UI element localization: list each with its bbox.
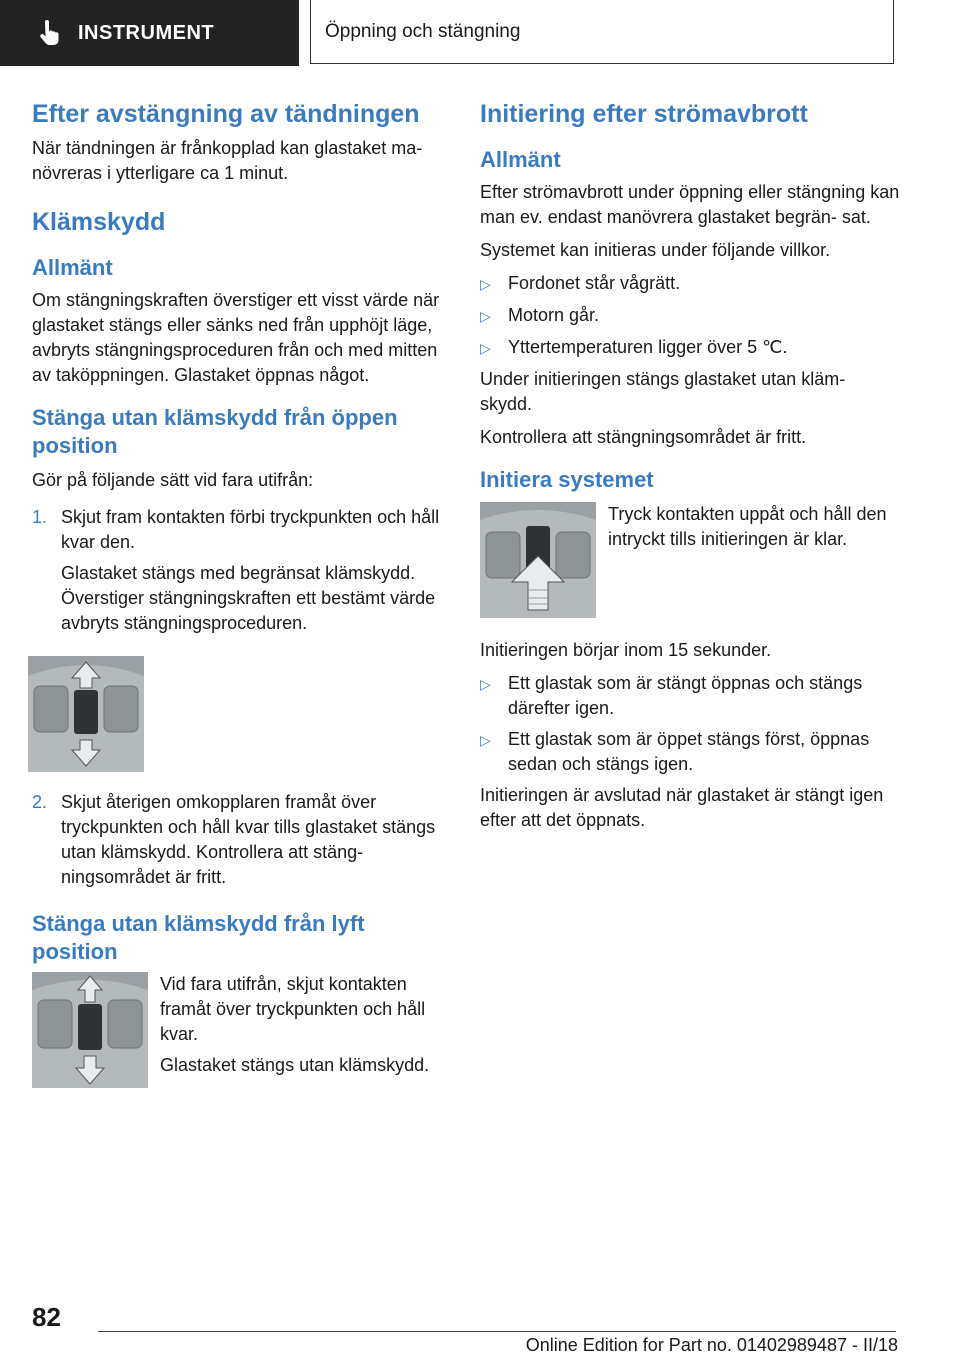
condition-1-text: Fordonet står vågrätt. bbox=[508, 273, 681, 293]
text-power-3: Under initieringen stängs glastaket utan kläm‐ skydd. bbox=[480, 369, 846, 414]
condition-2 bbox=[480, 303, 900, 329]
text-init-start: Initieringen börjar inom 15 sekunder. bbox=[480, 640, 772, 660]
text-init-done: Initieringen är avslutad när glastaket är stängt igen efter att det öppnats. bbox=[480, 785, 884, 830]
step-2 bbox=[32, 790, 442, 890]
heading-allmant-left: Allmänt bbox=[32, 255, 113, 280]
step-1-note: Glastaket stängs med begränsat klämskydd. Överstiger stängningskraften ett bestämt värde avbryts stängningsproceduren. bbox=[61, 563, 436, 633]
heading-klamskydd: Klämskydd bbox=[32, 208, 166, 236]
chapter-header bbox=[310, 0, 894, 64]
condition-1 bbox=[480, 271, 900, 297]
bullet-arrow-icon: ▷ bbox=[480, 676, 491, 692]
text-power-4: Kontrollera att stängningsområdet är fritt. bbox=[480, 427, 807, 447]
step-1-number: 1. bbox=[32, 507, 48, 527]
condition-2-text: Motorn går. bbox=[508, 305, 600, 325]
step-1-text: Skjut fram kontakten förbi tryckpunkten och håll kvar den. bbox=[61, 507, 440, 552]
switch-push-forward-figure bbox=[32, 972, 148, 1088]
step-1 bbox=[32, 505, 442, 555]
bullet-arrow-icon: ▷ bbox=[480, 276, 491, 292]
section-tab bbox=[0, 0, 299, 66]
heading-init-system: Initiera systemet bbox=[480, 467, 654, 492]
chapter-title: Öppning och stängning bbox=[325, 20, 521, 42]
text-power-1: Efter strömavbrott under öppning eller stängning kan man ev. endast manövrera glastaket begrän‐ sat. bbox=[480, 182, 900, 227]
text-close-from-open: Gör på följande sätt vid fara utifrån: bbox=[32, 470, 314, 490]
init-case-2-text: Ett glastak som är öppet stängs först, öppnas sedan och stängs igen. bbox=[508, 729, 870, 774]
heading-close-from-open: Stänga utan klämskydd från öppen position bbox=[32, 405, 398, 458]
step-2-number: 2. bbox=[32, 792, 48, 812]
hand-pointer-icon bbox=[34, 18, 64, 48]
text-power-2: Systemet kan initieras under följande villkor. bbox=[480, 240, 831, 260]
text-after-ignition: När tändningen är frånkopplad kan glastaket ma‐ növreras i ytterligare ca 1 minut. bbox=[32, 138, 423, 183]
heading-after-ignition: Efter avstängning av tändningen bbox=[32, 100, 420, 128]
init-system-text: Tryck kontakten uppåt och håll den intryckt tills initieringen är klar. bbox=[608, 504, 887, 549]
footer-divider bbox=[98, 1331, 896, 1332]
init-system-text-wrap bbox=[596, 502, 900, 552]
bullet-arrow-icon: ▷ bbox=[480, 308, 491, 324]
switch-push-pull-figure bbox=[28, 656, 144, 772]
bullet-arrow-icon: ▷ bbox=[480, 340, 491, 356]
lift-text-1: Vid fara utifrån, skjut kontakten framåt över tryckpunkten och håll kvar. bbox=[160, 974, 426, 1044]
init-case-1 bbox=[480, 671, 900, 721]
switch-push-up-figure bbox=[480, 502, 596, 618]
text-allmant-left: Om stängningskraften överstiger ett visst värde när glastaket stängs eller sänks ned från upphöjt läge, avbryts stängningsproceduren från och med mitten av taköppningen. Glastaket öppnas något. bbox=[32, 290, 440, 385]
section-title: INSTRUMENT bbox=[78, 21, 215, 44]
lift-text bbox=[148, 972, 442, 1078]
init-case-2 bbox=[480, 727, 900, 777]
condition-3-text: Yttertemperaturen ligger över 5 ℃. bbox=[508, 337, 788, 357]
lift-section bbox=[32, 972, 442, 1088]
bullet-arrow-icon: ▷ bbox=[480, 732, 491, 748]
condition-3 bbox=[480, 335, 900, 361]
init-case-1-text: Ett glastak som är stängt öppnas och stängs därefter igen. bbox=[508, 673, 863, 718]
page-number: 82 bbox=[32, 1302, 61, 1332]
right-column bbox=[480, 98, 900, 833]
edition-text: Online Edition for Part no. 01402989487 - II/18 bbox=[525, 1335, 898, 1355]
heading-close-from-lift: Stänga utan klämskydd från lyft position bbox=[32, 911, 365, 964]
lift-text-2: Glastaket stängs utan klämskydd. bbox=[160, 1055, 430, 1075]
init-system-section bbox=[480, 502, 900, 618]
heading-init-power: Initiering efter strömavbrott bbox=[480, 100, 808, 128]
heading-allmant-right: Allmänt bbox=[480, 147, 561, 172]
left-column bbox=[32, 98, 442, 1088]
step-2-text: Skjut återigen omkopplaren framåt över tryckpunkten och håll kvar tills glastaket stängs utan klämskydd. Kontrollera att stäng‐ ningsområdet är fritt. bbox=[61, 792, 436, 887]
